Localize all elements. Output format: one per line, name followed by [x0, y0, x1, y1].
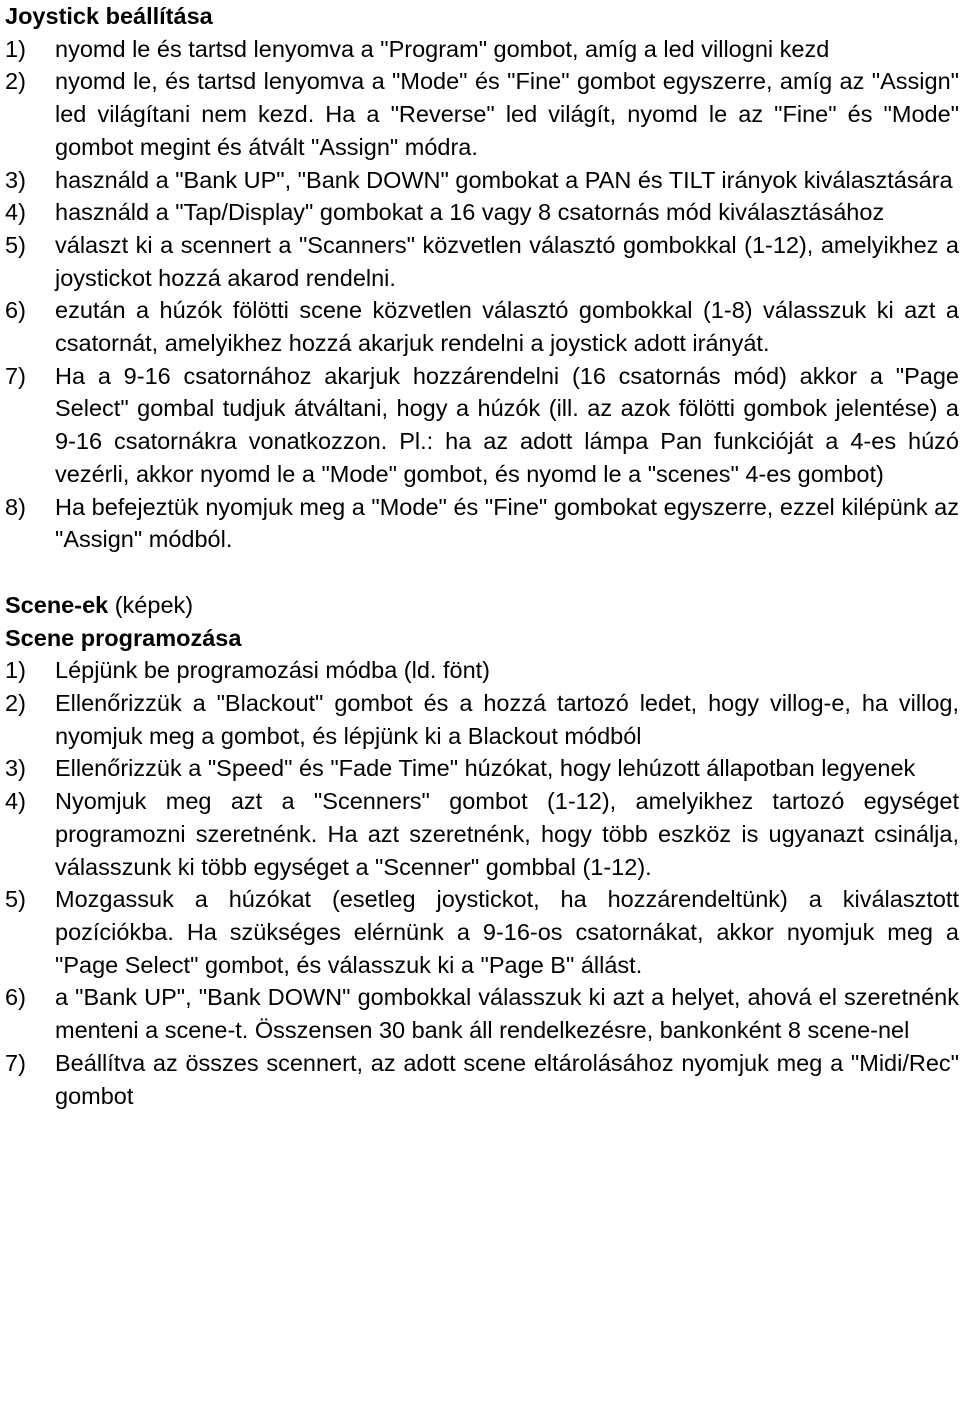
- scenes-step: [5, 785, 959, 883]
- step-number: 5): [5, 886, 26, 913]
- step-number: 5): [5, 231, 26, 258]
- scenes-step: [5, 1047, 959, 1112]
- step-text: Mozgassuk a húzókat (esetleg joystickot, ha hozzárendeltünk) a kiválasztott pozíciókba. Ha szükséges elérnünk a 9-16-os csatornákat, akkor nyomjuk meg a "Page Select" gombot, és válasszuk ki a "Page B" állást.: [55, 886, 959, 978]
- step-text: Ha a 9-16 csatornához akarjuk hozzárendelni (16 csatornás mód) akkor a "Page Select" gombal tudjuk átváltani, hogy a húzók (ill. az azok fölötti gombok jelentése) a 9-16 csatornákra vonatkozzon. Pl.: ha az adott lámpa Pan funkcióját a 4-es húzó vezérli, akkor nyomd le a "Mode" gombot, és nyomd le a "scenes" 4-es gombot): [55, 362, 959, 487]
- step-number: 1): [5, 657, 26, 684]
- step-number: 4): [5, 199, 26, 226]
- scenes-step: [5, 981, 959, 1046]
- step-text: Lépjünk be programozási módba (ld. fönt): [55, 657, 490, 684]
- scenes-step: [5, 752, 959, 785]
- scenes-step: [5, 687, 959, 752]
- joystick-step: [5, 294, 959, 359]
- document-page: [5, 0, 959, 1112]
- step-text: választ ki a scennert a "Scanners" közvetlen választó gombokkal (1-12), amelyikhez a joystickot hozzá akarod rendelni.: [55, 231, 959, 291]
- scenes-title-suffix: (képek): [108, 591, 194, 618]
- step-number: 6): [5, 297, 26, 324]
- joystick-step: [5, 33, 959, 66]
- step-number: 8): [5, 493, 26, 520]
- step-number: 6): [5, 984, 26, 1011]
- step-number: 7): [5, 1049, 26, 1076]
- step-text: ezután a húzók fölötti scene közvetlen választó gombokkal (1-8) válasszuk ki azt a csatornát, amelyikhez hozzá akarjuk rendelni a joystick adott irányát.: [55, 297, 959, 357]
- step-text: Ha befejeztük nyomjuk meg a "Mode" és "Fine" gombokat egyszerre, ezzel kilépünk az "Assign" módból.: [55, 493, 959, 553]
- step-number: 1): [5, 35, 26, 62]
- joystick-step: [5, 360, 959, 491]
- step-text: Beállítva az összes scennert, az adott scene eltárolásához nyomjuk meg a "Midi/Rec" gombot: [55, 1049, 959, 1109]
- scenes-title-bold: Scene-ek: [5, 591, 109, 618]
- scenes-section-title: [5, 589, 959, 622]
- joystick-steps-list: [5, 33, 959, 556]
- joystick-step: [5, 196, 959, 229]
- step-text: használd a "Bank UP", "Bank DOWN" gombokat a PAN és TILT irányok kiválasztására: [55, 166, 953, 193]
- joystick-step: [5, 164, 959, 197]
- joystick-step: [5, 491, 959, 556]
- step-number: 3): [5, 166, 26, 193]
- joystick-step: [5, 229, 959, 294]
- step-number: 7): [5, 362, 26, 389]
- step-number: 4): [5, 788, 26, 815]
- step-text: Ellenőrizzük a "Blackout" gombot és a hozzá tartozó ledet, hogy villog-e, ha villog, nyomjuk meg a gombot, és lépjünk ki a Blackout módból: [55, 690, 959, 749]
- step-number: 3): [5, 755, 26, 782]
- scene-steps-list: [5, 654, 959, 1112]
- joystick-step: [5, 65, 959, 163]
- step-text: Ellenőrizzük a "Speed" és "Fade Time" húzókat, hogy lehúzott állapotban legyenek: [55, 755, 916, 782]
- step-text: a "Bank UP", "Bank DOWN" gombokkal válasszuk ki azt a helyet, ahová el szeretnénk menteni a scene-t. Összensen 30 bank áll rendelkezésre, bankonként 8 scene-nel: [55, 984, 959, 1044]
- step-number: 2): [5, 68, 26, 95]
- step-text: Nyomjuk meg azt a "Scenners" gombot (1-12), amelyikhez tartozó egységet programozni szeretnénk. Ha azt szeretnénk, hogy több eszköz is ugyanazt csinálja, válasszunk ki több egységet a "Scenner" gombbal (1-12).: [55, 788, 959, 880]
- joystick-section-title: Joystick beállítása: [5, 3, 213, 29]
- scenes-step: [5, 883, 959, 981]
- step-number: 2): [5, 690, 26, 717]
- step-text: használd a "Tap/Display" gombokat a 16 vagy 8 csatornás mód kiválasztásához: [55, 199, 885, 226]
- section-spacer: [5, 556, 959, 589]
- scene-programming-subtitle: Scene programozása: [5, 624, 242, 651]
- scenes-step: [5, 654, 959, 687]
- step-text: nyomd le és tartsd lenyomva a "Program" gombot, amíg a led villogni kezd: [55, 35, 830, 62]
- step-text: nyomd le, és tartsd lenyomva a "Mode" és "Fine" gombot egyszerre, amíg az "Assign" led világítani nem kezd. Ha a "Reverse" led világít, nyomd le az "Fine" és "Mode" gombot megint és átvált "Assign" módra.: [55, 68, 959, 160]
